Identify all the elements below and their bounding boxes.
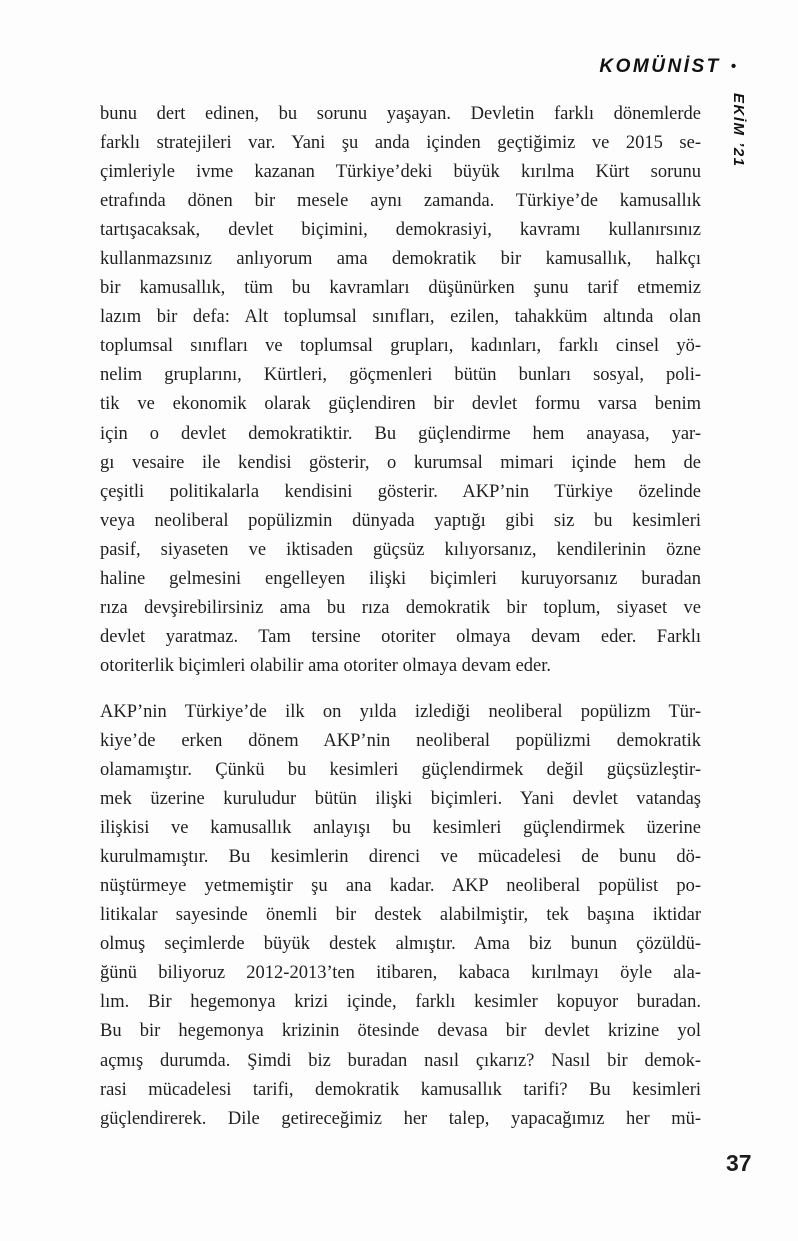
issue-label: EKİM ’21 [730, 93, 747, 168]
text-line: kullanmazsınız anlıyorum ama demokratik bir kamusallık, halkçı [100, 249, 701, 270]
text-line: otoriterlik biçimleri olabilir ama otoriter olmaya devam eder. [100, 655, 552, 676]
text-line: litikalar sayesinde önemli bir destek alabilmiştir, tek başına iktidar [100, 905, 701, 926]
text-line: mek üzerine kuruludur bütün ilişki biçimleri. Yani devlet vatandaş [100, 789, 701, 810]
text-line: açmış durumda. Şimdi biz buradan nasıl çıkarız? Nasıl bir demok- [100, 1050, 701, 1071]
text-line: AKP’nin Türkiye’de ilk on yılda izlediği neoliberal popülizm Tür- [100, 701, 701, 722]
text-line: devlet yaratmaz. Tam tersine otoriter olmaya devam eder. Farklı [100, 626, 701, 647]
page-header [599, 56, 736, 78]
text-line: çimleriyle ivme kazanan Türkiye’deki büyük kırılma Kürt sorunu [100, 162, 701, 183]
text-line: tik ve ekonomik olarak güçlendiren bir devlet formu varsa benim [100, 394, 701, 415]
text-line: ğünü biliyoruz 2012-2013’ten itibaren, kabaca kırılmayı öyle ala- [100, 963, 701, 984]
text-line: tartışacaksak, devlet biçimini, demokrasiyi, kavramı kullanırsınız [100, 220, 701, 241]
text-line: güçlendirerek. Dile getireceğimiz her talep, yapacağımız her mü- [100, 1108, 701, 1129]
text-line: farklı stratejileri var. Yani şu anda içinden geçtiğimiz ve 2015 se- [100, 133, 701, 154]
text-line: veya neoliberal popülizmin dünyada yaptığı gibi siz bu kesimleri [100, 510, 701, 531]
paragraph [100, 698, 701, 1134]
text-line: rıza devşirebilirsiniz ama bu rıza demokratik bir toplum, siyaset ve [100, 597, 701, 618]
text-line: nüştürmeye yetmemiştir şu ana kadar. AKP neoliberal popülist po- [100, 876, 701, 897]
text-line: lazım bir defa: Alt toplumsal sınıfları, ezilen, tahakküm altında olan [100, 307, 701, 328]
bullet-icon: • [730, 58, 736, 75]
magazine-title: KOMÜNİST [599, 56, 721, 77]
text-line: Bu bir hegemonya krizinin ötesinde devasa bir devlet krizine yol [100, 1021, 701, 1042]
text-line: çeşitli politikalarla kendisini gösterir. AKP’nin Türkiye özelinde [100, 481, 701, 502]
text-line: nelim gruplarını, Kürtleri, göçmenleri bütün bunları sosyal, poli- [100, 365, 701, 386]
text-line: etrafında dönen bir mesele aynı zamanda. Türkiye’de kamusallık [100, 191, 701, 212]
text-line: rasi mücadelesi tarifi, demokratik kamusallık tarifi? Bu kesimleri [100, 1079, 701, 1100]
text-line: haline gelmesini engelleyen ilişki biçimleri kuruyorsanız buradan [100, 568, 701, 589]
page-number: 37 [726, 1150, 752, 1176]
text-line: kurulmamıştır. Bu kesimlerin direnci ve mücadelesi de bunu dö- [100, 847, 701, 868]
text-line: pasif, siyaseten ve iktisaden güçsüz kılıyorsanız, kendilerinin özne [100, 539, 701, 560]
text-line: gı vesaire ile kendisi gösterir, o kurumsal mimari içinde hem de [100, 452, 701, 473]
text-line: toplumsal sınıfları ve toplumsal grupları, kadınları, farklı cinsel yö- [100, 336, 701, 357]
text-line: ilişkisi ve kamusallık anlayışı bu kesimleri güçlendirmek üzerine [100, 818, 701, 839]
text-line: olamamıştır. Çünkü bu kesimleri güçlendirmek değil güçsüzleştir- [100, 760, 701, 781]
body-text [100, 100, 701, 1134]
text-line: lım. Bir hegemonya krizi içinde, farklı kesimler kopuyor buradan. [100, 992, 701, 1013]
text-line: olmuş seçimlerde büyük destek almıştır. Ama biz bunun çözüldü- [100, 934, 701, 955]
text-line: bir kamusallık, tüm bu kavramları düşünürken şunu tarif etmemiz [100, 278, 701, 299]
paragraph [100, 100, 701, 681]
text-line: bunu dert edinen, bu sorunu yaşayan. Devletin farklı dönemlerde [100, 104, 701, 124]
text-line: için o devlet demokratiktir. Bu güçlendirme hem anayasa, yar- [100, 423, 701, 444]
text-line: kiye’de erken dönem AKP’nin neoliberal popülizmi demokratik [100, 730, 701, 751]
